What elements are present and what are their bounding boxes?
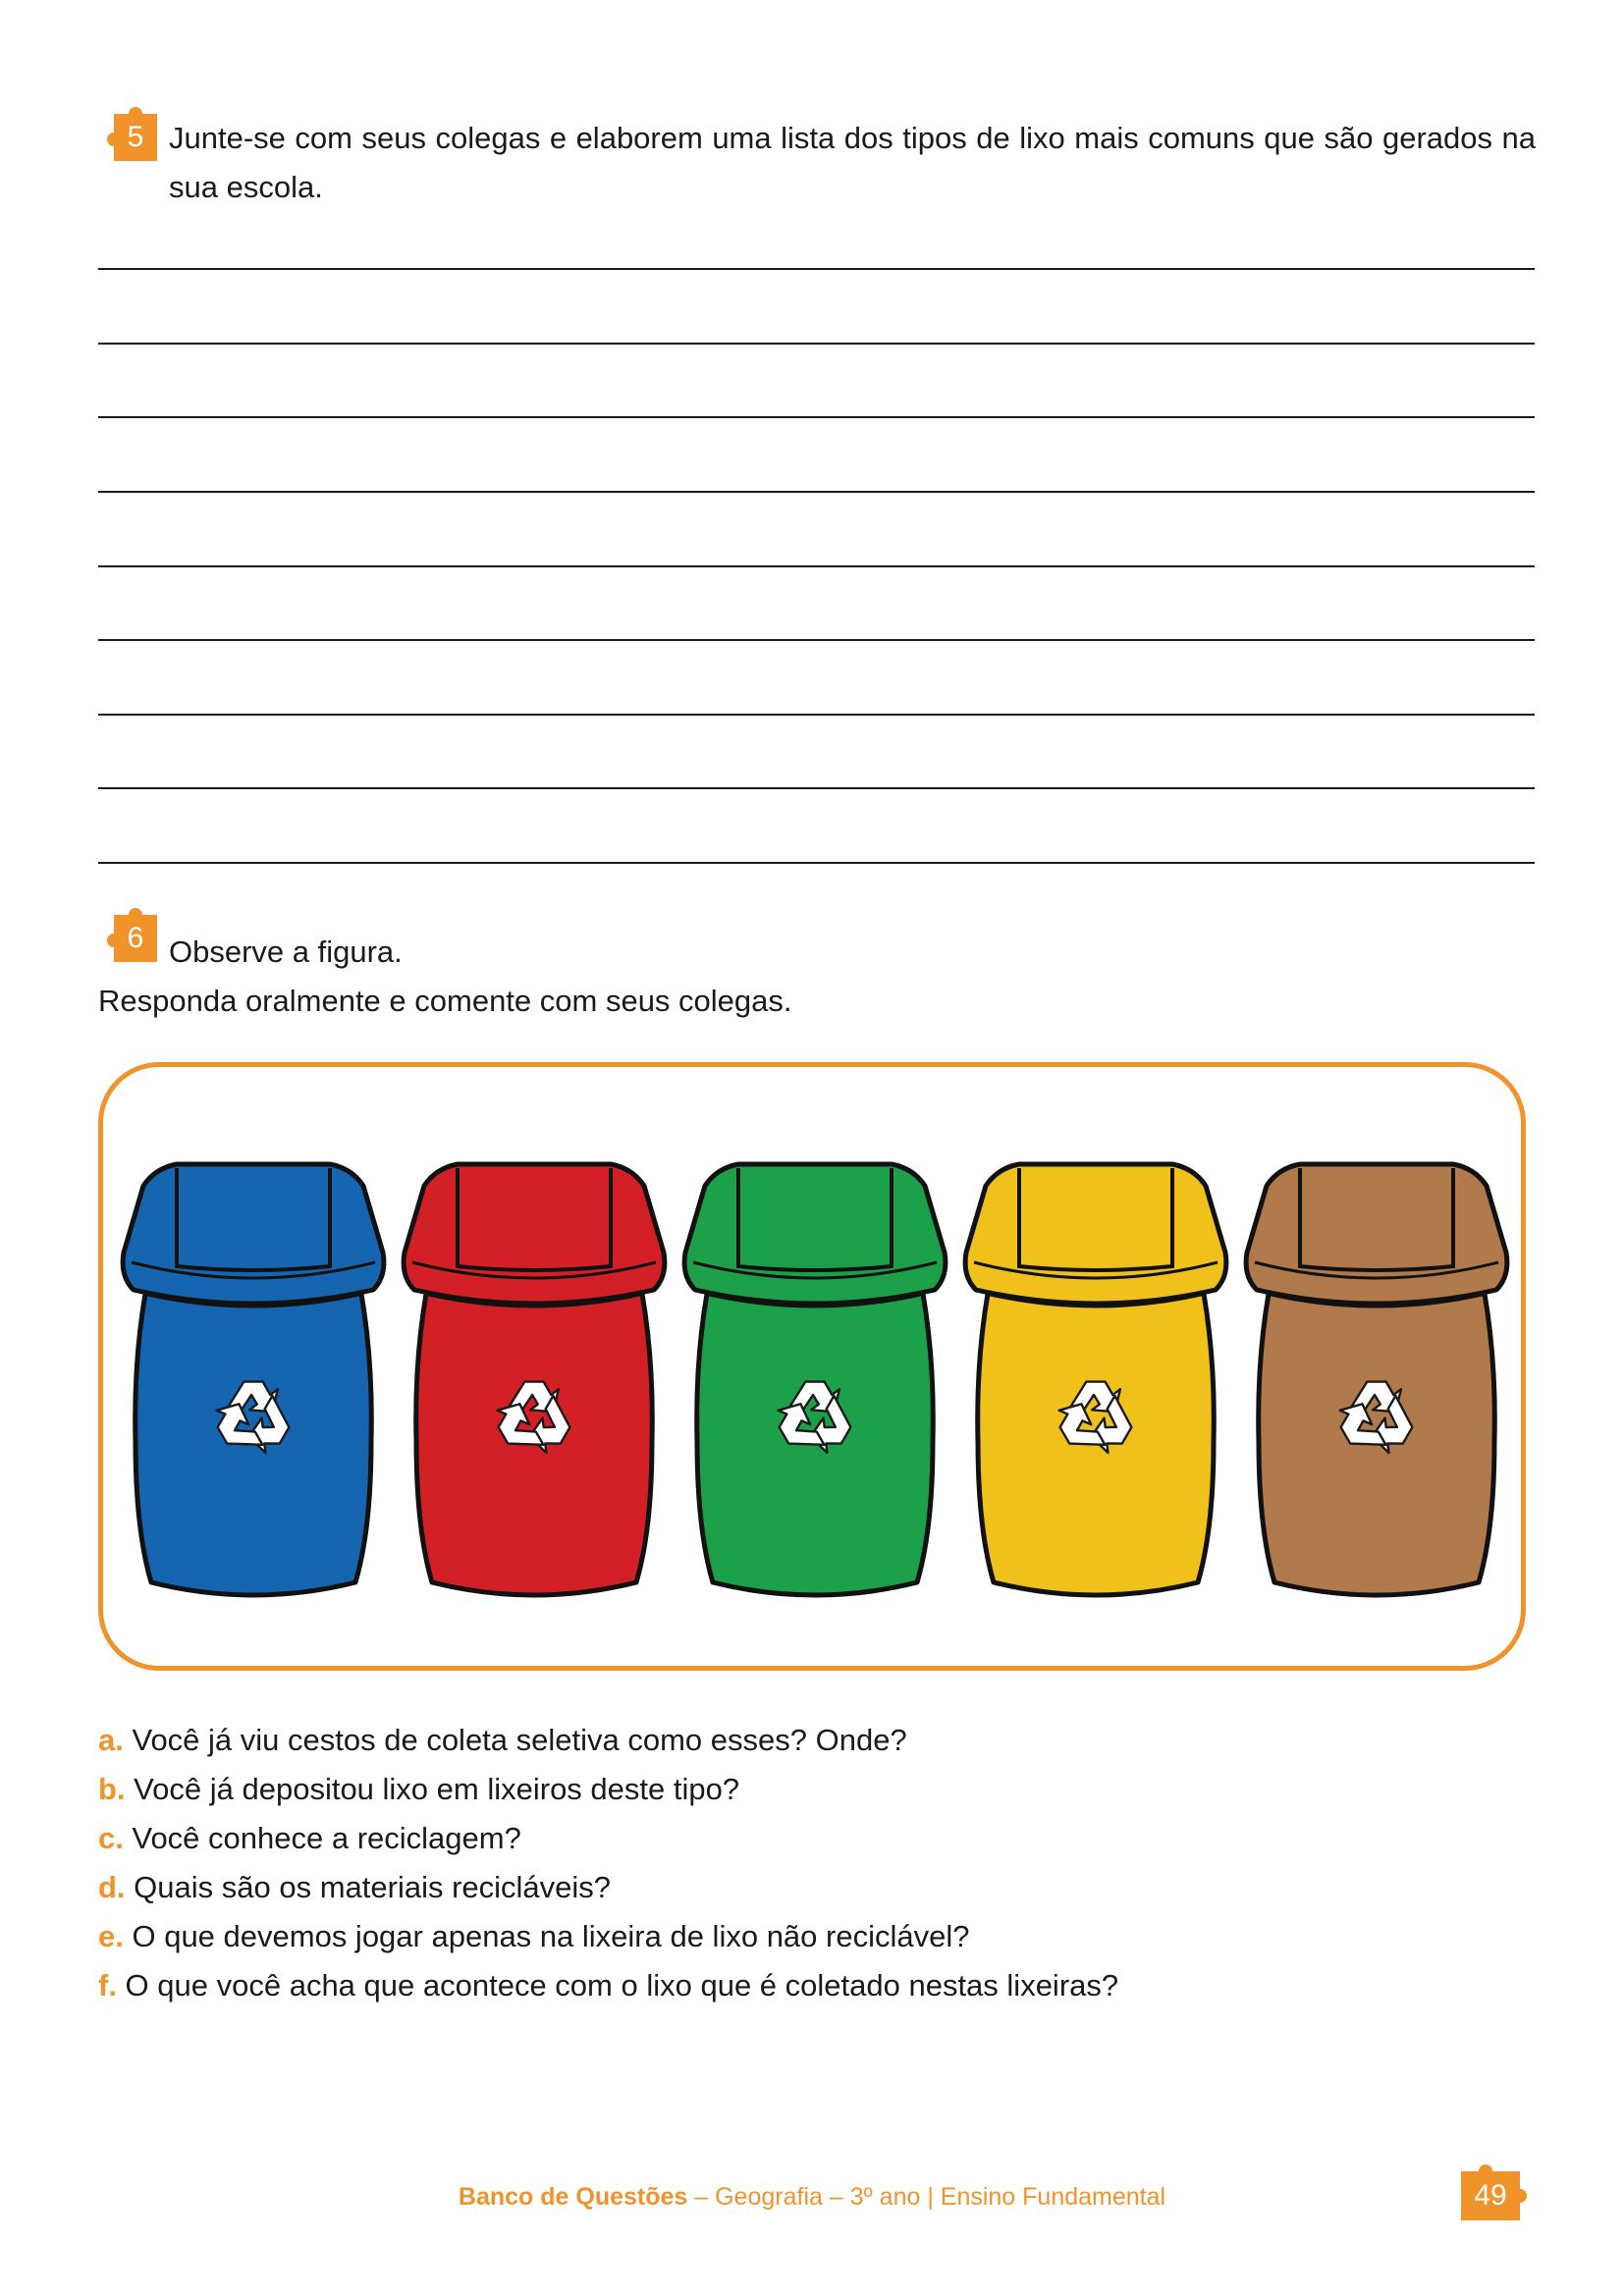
answer-line[interactable] [98,565,1535,567]
question-6-number-badge [96,905,161,968]
page-number-badge [1457,2163,1536,2226]
answer-line[interactable] [98,268,1535,270]
question-item-letter: d. [98,1870,126,1904]
question-5-number: 5 [127,121,144,153]
footer-book-title: Banco de Questões [458,2183,688,2211]
question-item [98,1863,1532,1912]
question-5-text-line1: Junte-se com seus colegas e elaborem uma lista dos tipos de lixo mais comuns que são gerados na [169,121,1536,155]
recycling-bin [404,1164,665,1595]
question-item [98,1961,1532,2010]
answer-line[interactable] [98,491,1535,493]
question-item-text: Quais são os materiais recicláveis? [125,1870,612,1904]
answer-line[interactable] [98,714,1535,716]
answer-line[interactable] [98,862,1535,864]
answer-line[interactable] [98,639,1535,641]
question-5-text-line2: sua escola. [169,170,323,204]
question-item [98,1814,1532,1863]
question-item-letter: b. [98,1772,126,1806]
question-6-items [98,1716,1532,2010]
question-item-letter: a. [98,1723,124,1757]
question-item-text: Você já depositou lixo em lixeiros deste tipo? [125,1772,740,1806]
page-number: 49 [1474,2179,1507,2212]
question-item-text: O que devemos jogar apenas na lixeira de lixo não reciclável? [123,1919,970,1953]
recycling-bin [1246,1164,1507,1595]
question-item-text: Você conhece a reciclagem? [123,1821,521,1855]
answer-line[interactable] [98,787,1535,789]
footer-subject: – Geografia – 3º ano | Ensino Fundamental [687,2183,1166,2211]
question-5-number-badge [96,104,161,167]
question-5-text [169,114,1536,212]
question-item [98,1912,1532,1961]
page-footer [0,2183,1624,2212]
question-item [98,1716,1532,1765]
question-6-number: 6 [127,922,144,954]
question-item-letter: c. [98,1821,124,1855]
question-6-title: Observe a figura. [169,934,403,969]
recycling-bins-illustration [102,1066,1522,1667]
recycling-bin [123,1164,384,1595]
question-item [98,1765,1532,1814]
recycling-bin [684,1164,946,1595]
question-item-letter: e. [98,1919,124,1953]
answer-line[interactable] [98,416,1535,418]
question-item-text: Você já viu cestos de coleta seletiva como esses? Onde? [123,1723,907,1757]
question-item-text: O que você acha que acontece com o lixo que é coletado nestas lixeiras? [116,1968,1119,2002]
bins-group [123,1164,1507,1595]
recycling-bin [965,1164,1226,1595]
question-6-subtitle: Responda oralmente e comente com seus colegas. [98,984,792,1018]
answer-line[interactable] [98,343,1535,345]
question-item-letter: f. [98,1968,117,2002]
